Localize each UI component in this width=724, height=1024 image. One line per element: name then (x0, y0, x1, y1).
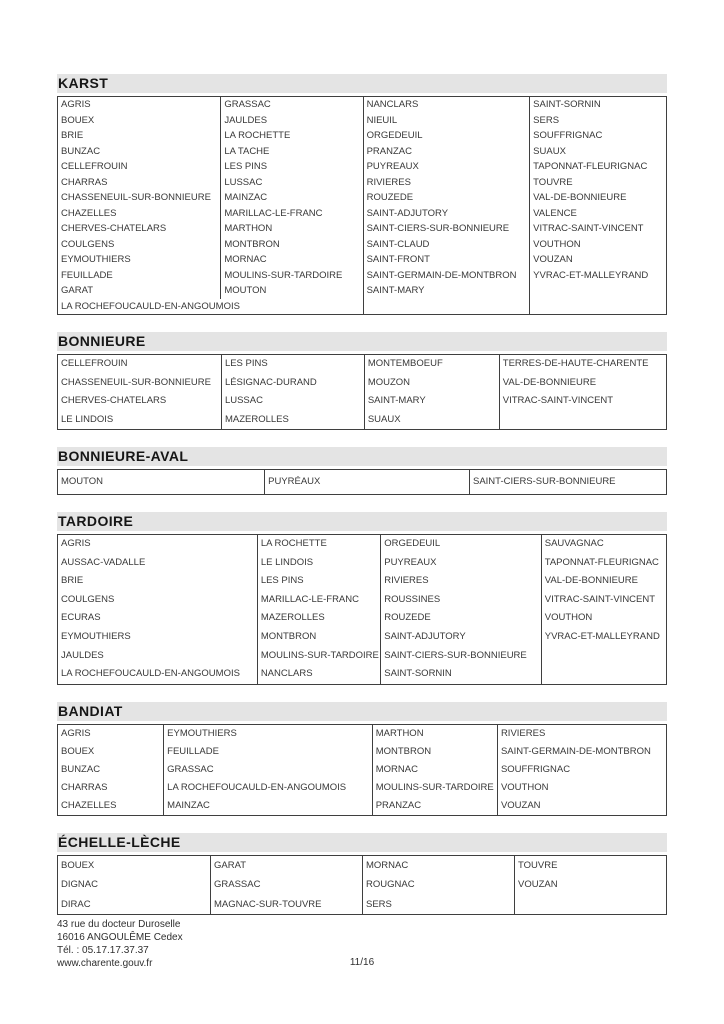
commune-cell: VAL-DE-BONNIEURE (533, 192, 627, 203)
commune-cell: SAINT-CIERS-SUR-BONNIEURE (384, 649, 527, 661)
commune-cell: BRIE (61, 575, 84, 587)
commune-cell: ORGEDEUIL (366, 130, 423, 141)
commune-cell: AGRIS (61, 727, 91, 739)
table-column (497, 725, 666, 815)
section-echelle-leche (57, 833, 667, 916)
commune-cell: CHARRAS (61, 176, 108, 188)
commune-cell: BOUEX (61, 114, 95, 126)
section-title: TARDOIRE (57, 512, 667, 531)
commune-cell: ROUSSINES (384, 593, 441, 605)
commune-cell: EYMOUTHIERS (167, 727, 237, 739)
commune-cell: LUSSAC (224, 176, 263, 188)
commune-cell: AGRIS (61, 538, 91, 549)
commune-cell: LE LINDOIS (260, 556, 314, 568)
commune-cell: LÉSIGNAC-DURAND (224, 376, 317, 388)
commune-cell: VOUTHON (544, 612, 593, 624)
commune-cell: LA ROCHEFOUCAULD-EN-ANGOUMOIS (61, 300, 240, 312)
commune-cell: SAINT-SORNIN (533, 99, 601, 110)
commune-cell: YVRAC-ET-MALLEYRAND (544, 630, 660, 642)
commune-cell: CHAZELLES (61, 799, 117, 811)
commune-cell: MAGNAC-SUR-TOUVRE (214, 898, 322, 910)
commune-cell: ROUGNAC (366, 879, 415, 891)
commune-cell: EYMOUTHIERS (61, 254, 131, 265)
section-bonnieure (57, 332, 667, 430)
table-column (257, 535, 380, 684)
commune-table (57, 469, 667, 495)
commune-cell: VALENCE (533, 207, 577, 219)
commune-cell: BUNZAC (61, 145, 101, 157)
commune-cell: GRASSAC (167, 763, 214, 775)
commune-cell: MOULINS-SUR-TARDOIRE (224, 269, 343, 281)
commune-cell: VITRAC-SAINT-VINCENT (533, 223, 644, 234)
commune-cell: SAINT-MARY (366, 285, 425, 296)
section-tardoire (57, 512, 667, 685)
commune-cell: TERRES-DE-HAUTE-CHARENTE (502, 358, 649, 369)
commune-cell: GARAT (61, 285, 94, 296)
commune-cell: CELLEFROUIN (61, 161, 128, 172)
table-column (499, 355, 666, 429)
commune-cell: SUAUX (533, 145, 566, 157)
commune-cell: MAINZAC (167, 799, 210, 811)
commune-cell: VOUZAN (500, 799, 541, 811)
commune-cell: MARILLAC-LE-FRANC (224, 207, 323, 219)
commune-cell: LES PINS (224, 161, 268, 172)
commune-cell: PRANZAC (375, 799, 422, 811)
table-column (220, 97, 362, 299)
commune-cell: FEUILLADE (61, 269, 113, 281)
commune-cell: RIVIERES (384, 575, 429, 587)
section-title: BONNIEURE (57, 332, 667, 351)
section-title: KARST (57, 74, 667, 93)
commune-cell: SAINT-MARY (367, 395, 426, 406)
section-bandiat (57, 702, 667, 816)
table-column (163, 725, 372, 815)
commune-cell: LE LINDOIS (61, 413, 114, 425)
commune-cell: CHERVES-CHATELARS (61, 395, 167, 406)
commune-cell: GRASSAC (214, 879, 261, 891)
table-column (364, 355, 499, 429)
commune-cell: LA ROCHETTE (224, 130, 291, 141)
commune-table (57, 724, 667, 816)
commune-cell: LES PINS (224, 358, 268, 369)
table-column (362, 856, 514, 915)
section-title: ÉCHELLE-LÈCHE (57, 833, 667, 852)
commune-cell: MONTBRON (260, 630, 317, 642)
commune-cell: DIGNAC (61, 879, 98, 891)
section-title: BANDIAT (57, 702, 667, 721)
commune-cell: YVRAC-ET-MALLEYRAND (533, 269, 649, 281)
commune-cell: EYMOUTHIERS (61, 630, 131, 642)
footer-address-line1: 43 rue du docteur Duroselle (57, 919, 181, 930)
commune-cell: SAINT-CIERS-SUR-BONNIEURE (366, 223, 510, 234)
commune-cell: AUSSAC-VADALLE (61, 556, 146, 568)
commune-cell: VOUZAN (533, 254, 573, 265)
commune-cell: MORNAC (224, 254, 267, 265)
commune-cell: LA ROCHEFOUCAULD-EN-ANGOUMOIS (61, 668, 240, 680)
commune-cell: COULGENS (61, 238, 115, 250)
commune-cell: CHASSENEUIL-SUR-BONNIEURE (61, 376, 211, 388)
commune-cell: MOULINS-SUR-TARDOIRE (260, 649, 379, 661)
section-title: BONNIEURE-AVAL (57, 447, 667, 466)
commune-cell: MAZEROLLES (224, 413, 289, 425)
commune-cell: VOUTHON (500, 781, 549, 793)
commune-cell: CHASSENEUIL-SUR-BONNIEURE (61, 192, 211, 203)
commune-cell: ECURAS (61, 612, 101, 624)
commune-cell: MOUTON (61, 476, 104, 487)
table-column (58, 535, 257, 684)
table-column (372, 725, 497, 815)
commune-cell: GARAT (214, 859, 247, 871)
commune-cell: MOUZON (367, 376, 411, 388)
commune-table (57, 96, 667, 315)
commune-cell: SOUFFRIGNAC (500, 763, 571, 775)
commune-cell: TAPONNAT-FLEURIGNAC (533, 161, 648, 172)
commune-cell: ORGEDEUIL (384, 538, 441, 549)
commune-cell: BOUEX (61, 745, 95, 757)
table-column (58, 725, 163, 815)
commune-cell: SAINT-FRONT (366, 254, 430, 265)
commune-cell: COULGENS (61, 593, 115, 605)
commune-cell: MARILLAC-LE-FRANC (260, 593, 359, 605)
commune-cell: CHERVES-CHATELARS (61, 223, 167, 234)
commune-cell: SAINT-SORNIN (384, 668, 452, 680)
commune-cell: SERS (533, 114, 560, 126)
commune-cell: MAZEROLLES (260, 612, 325, 624)
commune-cell: TAPONNAT-FLEURIGNAC (544, 556, 659, 568)
commune-table (57, 354, 667, 430)
commune-cell: LES PINS (260, 575, 304, 587)
commune-cell: SAUVAGNAC (544, 538, 604, 549)
commune-cell: NIEUIL (366, 114, 398, 126)
commune-cell: MONTBRON (375, 745, 432, 757)
commune-cell: VAL-DE-BONNIEURE (544, 575, 638, 587)
commune-cell: MAINZAC (224, 192, 268, 203)
commune-cell: JAULDES (224, 114, 268, 126)
table-column (514, 856, 666, 915)
commune-cell: BUNZAC (61, 763, 101, 775)
empty-cell (363, 299, 530, 315)
commune-cell: CHAZELLES (61, 207, 117, 219)
section-bonnieure-aval (57, 447, 667, 495)
commune-cell: LA TACHE (224, 145, 270, 157)
commune-table (57, 534, 667, 685)
commune-cell: PUYREAUX (384, 556, 437, 568)
commune-cell: JAULDES (61, 649, 104, 661)
table-column (58, 355, 221, 429)
table-column (363, 97, 530, 299)
commune-cell: VOUTHON (533, 238, 581, 250)
commune-cell: RIVIERES (500, 727, 546, 739)
table-column (58, 856, 210, 915)
commune-cell: SAINT-ADJUTORY (384, 630, 466, 642)
page-number: 11/16 (349, 957, 375, 968)
commune-cell: LUSSAC (224, 395, 263, 406)
footer-website: www.charente.gouv.fr (57, 958, 153, 969)
table-column (58, 97, 220, 299)
commune-table (57, 855, 667, 916)
commune-cell: CELLEFROUIN (61, 358, 128, 369)
commune-cell: SAINT-ADJUTORY (366, 207, 449, 219)
table-column (264, 470, 469, 494)
commune-cell: GRASSAC (224, 99, 271, 110)
commune-cell: MONTEMBOEUF (367, 358, 443, 369)
commune-cell: SUAUX (367, 413, 401, 425)
commune-cell: ROUZEDE (366, 192, 414, 203)
table-column (541, 535, 666, 684)
footer-phone: Tél. : 05.17.17.37.37 (57, 945, 149, 956)
commune-cell: DIRAC (61, 898, 91, 910)
commune-cell: BRIE (61, 130, 84, 141)
table-column (380, 535, 541, 684)
section-karst (57, 74, 667, 315)
commune-cell: AGRIS (61, 99, 91, 110)
commune-cell: FEUILLADE (167, 745, 219, 757)
merged-row (58, 299, 666, 315)
commune-cell: RIVIERES (366, 176, 411, 188)
commune-cell: MARTHON (224, 223, 273, 234)
commune-cell: NANCLARS (260, 668, 313, 680)
commune-cell: LA ROCHEFOUCAULD-EN-ANGOUMOIS (167, 781, 347, 793)
commune-cell: PRANZAC (366, 145, 412, 157)
commune-cell: VAL-DE-BONNIEURE (502, 376, 597, 388)
commune-cell: CHARRAS (61, 781, 108, 793)
commune-cell: BOUEX (61, 859, 95, 871)
commune-cell: VITRAC-SAINT-VINCENT (544, 593, 656, 605)
commune-cell: MARTHON (375, 727, 424, 739)
commune-cell: SERS (366, 898, 392, 910)
table-column (58, 470, 264, 494)
commune-cell: TOUVRE (533, 176, 573, 188)
commune-cell: SAINT-CLAUD (366, 238, 430, 250)
commune-cell: LA ROCHETTE (260, 538, 327, 549)
table-column (210, 856, 362, 915)
empty-cell (529, 299, 666, 315)
commune-cell: TOUVRE (518, 859, 558, 871)
commune-cell: PUYRÉAUX (268, 476, 321, 487)
commune-cell: PUYREAUX (366, 161, 419, 172)
commune-cell: SAINT-GERMAIN-DE-MONTBRON (500, 745, 651, 757)
commune-cell: MORNAC (375, 763, 418, 775)
commune-cell: MOULINS-SUR-TARDOIRE (375, 781, 494, 793)
commune-cell: SOUFFRIGNAC (533, 130, 603, 141)
sections-container (57, 74, 667, 915)
commune-cell: MOUTON (224, 285, 267, 296)
commune-cell: ROUZEDE (384, 612, 431, 624)
table-column (529, 97, 666, 299)
commune-cell: SAINT-GERMAIN-DE-MONTBRON (366, 269, 517, 281)
footer-address-line2: 16016 ANGOULÊME Cedex (57, 932, 183, 943)
table-column (221, 355, 364, 429)
table-column (469, 470, 666, 494)
commune-cell: MONTBRON (224, 238, 280, 250)
commune-cell: MORNAC (366, 859, 409, 871)
commune-cell: NANCLARS (366, 99, 419, 110)
commune-cell: VITRAC-SAINT-VINCENT (502, 395, 614, 406)
commune-cell: VOUZAN (518, 879, 558, 891)
commune-cell: SAINT-CIERS-SUR-BONNIEURE (473, 476, 616, 487)
